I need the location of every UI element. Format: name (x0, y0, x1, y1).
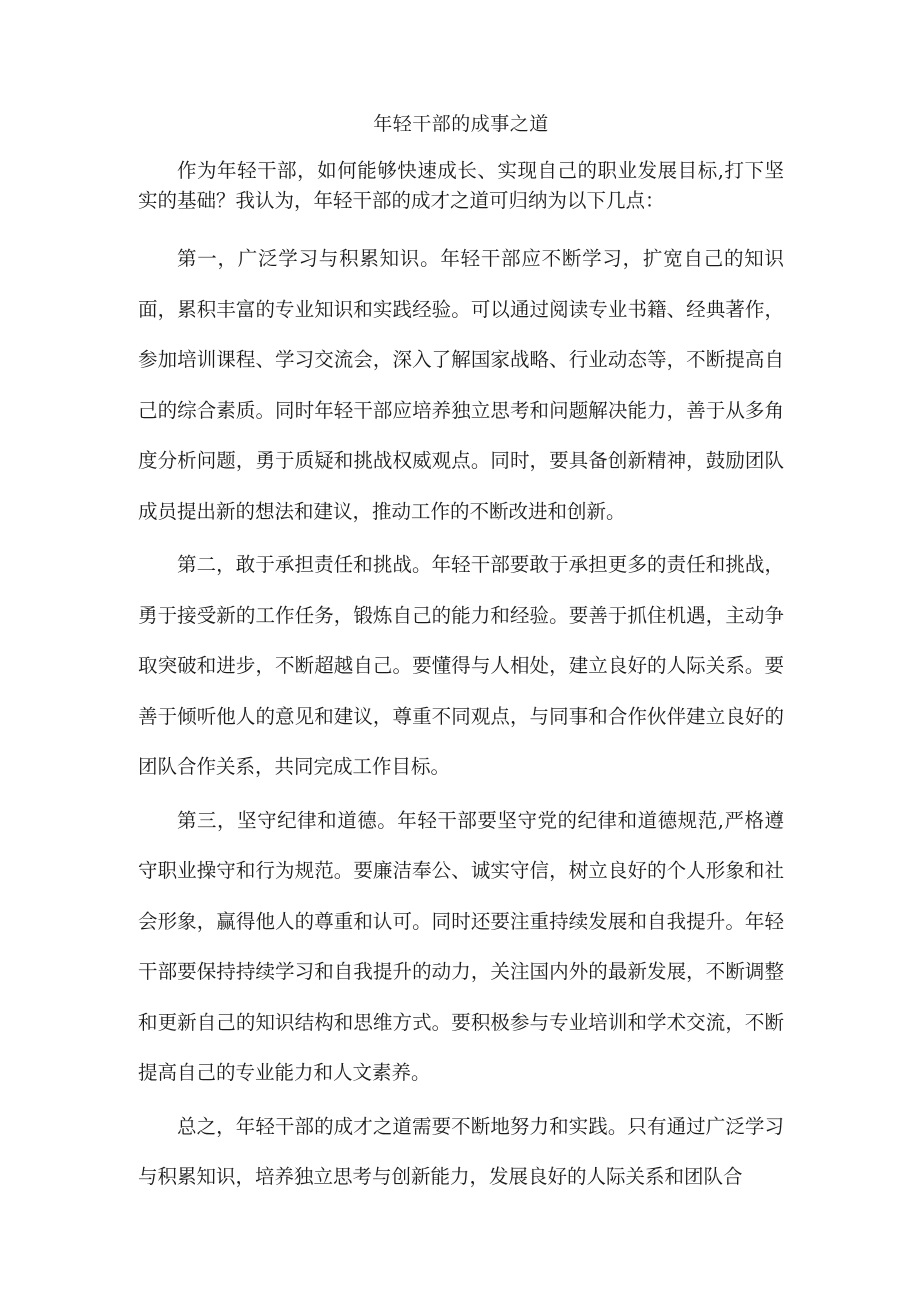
document-title: 年轻干部的成事之道 (373, 113, 549, 135)
paragraph-first: 第一，广泛学习与积累知识。年轻干部应不断学习，扩宽自己的知识面，累积丰富的专业知识和实践经验。可以通过阅读专业书籍、经典著作，参加培训课程、学习交流会，深入了解国家战略、行业动态等，不断提高自己的综合素质。同时年轻干部应培养独立思考和问题解决能力，善于从多角度分析问题，勇于质疑和挑战权威观点。同时，要具备创新精神，鼓励团队成员提出新的想法和建议，推动工作的不断改进和创新。 (138, 247, 784, 523)
paragraph-conclusion: 总之，年轻干部的成才之道需要不断地努力和实践。只有通过广泛学习与积累知识，培养独立思考与创新能力，发展良好的人际关系和团队合 (138, 1114, 784, 1188)
paragraph-second: 第二，敢于承担责任和挑战。年轻干部要敢于承担更多的责任和挑战，勇于接受新的工作任务，锻炼自己的能力和经验。要善于抓住机遇，主动争取突破和进步，不断超越自己。要懂得与人相处，建立良好的人际关系。要善于倾听他人的意见和建议，尊重不同观点，与同事和合作伙伴建立良好的团队合作关系，共同完成工作目标。 (138, 553, 784, 778)
document-page (138, 106, 784, 1206)
paragraph-intro: 作为年轻干部，如何能够快速成长、实现自己的职业发展目标,打下坚实的基础？我认为，年轻干部的成才之道可归纳为以下几点： (138, 159, 784, 212)
paragraph-third: 第三，坚守纪律和道德。年轻干部要坚守党的纪律和道德规范,严格遵守职业操守和行为规范。要廉洁奉公、诚实守信，树立良好的个人形象和社会形象，赢得他人的尊重和认可。同时还要注重持续发展和自我提升。年轻干部要保持持续学习和自我提升的动力，关注国内外的最新发展，不断调整和更新自己的知识结构和思维方式。要积极参与专业培训和学术交流，不断提高自己的专业能力和人文素养。 (138, 808, 784, 1084)
